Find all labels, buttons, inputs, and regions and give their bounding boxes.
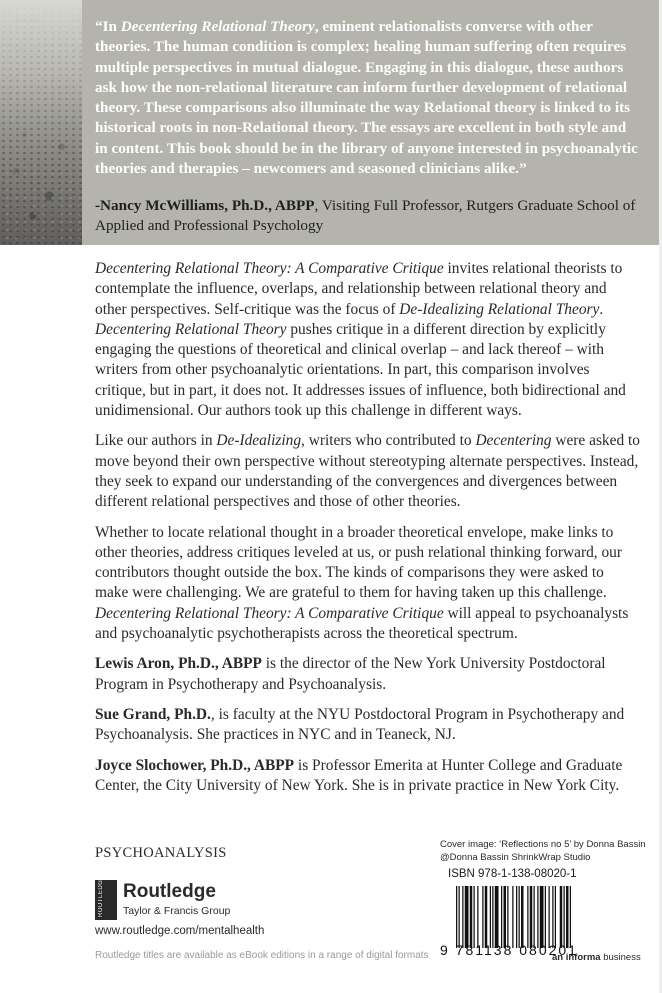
book-title-ref: Decentering bbox=[475, 432, 552, 450]
endorser-name: -Nancy McWilliams, Ph.D., ABPP bbox=[95, 197, 315, 214]
barcode-bar bbox=[516, 886, 517, 948]
endorser-affiliation: , Visiting Full Professor, Rutgers Graduate School of Applied and Professional Psychology bbox=[95, 197, 636, 235]
editor-name: Lewis Aron, Ph.D., ABPP bbox=[95, 655, 262, 673]
barcode-bar bbox=[459, 886, 460, 948]
barcode-digits: 9 781138 080201 bbox=[440, 942, 578, 958]
subject-category: PSYCHOANALYSIS bbox=[95, 845, 227, 861]
barcode-bar bbox=[519, 886, 520, 948]
barcode-bar bbox=[570, 886, 571, 948]
description-paragraph-2 bbox=[95, 431, 640, 512]
barcode-bar bbox=[545, 886, 546, 948]
description-text: invites relational theorists to contemplate the influence, overlaps, and relationship between relational theory and other perspectives. Self-critique was the focus of bbox=[95, 260, 623, 318]
routledge-mark-icon bbox=[95, 875, 117, 920]
barcode-bar bbox=[495, 886, 499, 948]
editor-bio bbox=[95, 654, 640, 695]
barcode-block bbox=[438, 866, 638, 966]
description-paragraph-1 bbox=[95, 259, 640, 421]
description-text: were asked to move beyond their own perspective without stereotyping alternate perspectives. Instead, they seek to expand our understanding of the convergences and divergences between different relational perspectives and those of other theories. bbox=[95, 432, 640, 511]
routledge-logo bbox=[95, 875, 255, 920]
barcode-bar bbox=[501, 886, 502, 948]
quote-rest: , eminent relationalists converse with other theories. The human condition is complex; healing human suffering often requires multiple perspectives in mutual dialogue. Engaging in this dialogue, these authors ask how the non-relational literature can inform further development of relational theory. These comparisons also illuminate the way Relational theory is linked to its historical roots in non-Relational theory. The essays are excellent in both style and in content. This book should be in the library of anyone interested in psychoanalytic theories and therapies – newcomers and seasoned clinicians alike.” bbox=[95, 18, 638, 178]
description-paragraph-3 bbox=[95, 523, 640, 645]
barcode-icon bbox=[456, 886, 624, 948]
barcode-bar bbox=[485, 886, 488, 948]
barcode-bar bbox=[465, 886, 469, 948]
barcode-bar bbox=[552, 886, 553, 948]
editor-bio bbox=[95, 705, 640, 746]
informa-rest: business bbox=[600, 952, 641, 963]
barcode-bar bbox=[534, 886, 535, 948]
barcode-bar bbox=[560, 886, 563, 948]
barcode-bar bbox=[555, 886, 556, 948]
book-title-ref: De-Idealizing Relational Theory bbox=[399, 300, 600, 318]
isbn-label: ISBN 978-1-138-08020-1 bbox=[448, 868, 577, 880]
informa-tagline bbox=[552, 952, 641, 963]
barcode-bar bbox=[566, 886, 569, 948]
book-title-ref: Decentering Relational Theory: A Comparative Critique bbox=[95, 260, 444, 277]
publisher-url[interactable]: www.routledge.com/mentalhealth bbox=[95, 925, 265, 937]
ebook-note: Routledge titles are available as eBook editions in a range of digital formats bbox=[95, 950, 429, 961]
barcode-bar bbox=[470, 886, 473, 948]
barcode-bar bbox=[474, 886, 475, 948]
editor-name: Joyce Slochower, Ph.D., ABPP bbox=[95, 756, 295, 774]
book-title-ref: Decentering Relational Theory bbox=[95, 320, 287, 338]
description-text: Like our authors in bbox=[95, 432, 217, 450]
stones-image bbox=[0, 0, 82, 245]
publisher-group: Taylor & Francis Group bbox=[123, 905, 231, 917]
editor-bio-text: is the director of the New York University Postdoctoral Program in Psychotherapy and Psychoanalysis. bbox=[95, 655, 606, 693]
description-text: pushes critique in a different direction by explicitly engaging the questions of theoretical and clinical overlap – and lack thereof – with writers from other psychoanalytic orientations. In part, this comparison involves critique, but in part, it does not. It addresses issues of influence, both bidirectional and unidimensional. Our authors took up this challenge in different ways. bbox=[95, 320, 626, 420]
barcode-bar bbox=[492, 886, 493, 948]
cover-credit-line: @Donna Bassin ShrinkWrap Studio bbox=[440, 852, 591, 863]
barcode-bar bbox=[521, 886, 524, 948]
mark-text: ROUTLEDGE bbox=[98, 875, 104, 917]
endorsement-attribution bbox=[95, 196, 640, 237]
editor-bio bbox=[95, 756, 640, 797]
description-text: . bbox=[599, 300, 604, 318]
quote-title: Decentering Relational Theory bbox=[120, 18, 315, 35]
barcode-bar bbox=[512, 886, 513, 948]
barcode-bar bbox=[530, 886, 533, 948]
description-text: will appeal to psychoanalysts and psychoanalytic psychotherapists across the theoretical spectrum. bbox=[95, 604, 629, 643]
barcode-bar bbox=[477, 886, 478, 948]
endorsement-quote bbox=[95, 17, 640, 179]
editor-bio-text: , is faculty at the NYU Postdoctoral Program in Psychotherapy and Psychoanalysis. She practices in NYC and in Teaneck, NJ. bbox=[95, 705, 625, 744]
cover-credit-line: Cover image: ‘Reflections no 5’ by Donna Bassin bbox=[440, 839, 646, 850]
publisher-name: Routledge bbox=[123, 881, 216, 902]
barcode-bar bbox=[537, 886, 538, 948]
barcode-bar bbox=[456, 886, 457, 948]
description-text: , writers who contributed to bbox=[301, 432, 476, 450]
editor-name: Sue Grand, Ph.D. bbox=[95, 705, 211, 723]
barcode-bar bbox=[540, 886, 544, 948]
barcode-bar bbox=[504, 886, 507, 948]
book-title-ref: De-Idealizing bbox=[216, 432, 302, 450]
endorsement-panel bbox=[0, 0, 662, 245]
quote-open: “In bbox=[95, 18, 121, 35]
informa-bold: an informa bbox=[552, 952, 601, 963]
book-title-ref: Decentering Relational Theory: A Comparative Critique bbox=[95, 604, 444, 622]
barcode-bar bbox=[462, 886, 463, 948]
editor-bio-text: is Professor Emerita at Hunter College and Graduate Center, the City University of New York. She is in private practice in New York City. bbox=[95, 756, 623, 794]
barcode-bar bbox=[507, 886, 508, 948]
barcode-bar bbox=[564, 886, 565, 948]
cover-credit bbox=[440, 838, 655, 864]
barcode-bar bbox=[549, 886, 550, 948]
description-text: Whether to locate relational thought in a broader theoretical envelope, make links to other theories, address critiques leveled at us, or push relational thinking forward, our contributors thought outside the box. The kinds of comparisons they were asked to make were challenging. We are grateful to them for having taken up this challenge. bbox=[95, 523, 622, 602]
barcode-bar bbox=[527, 886, 528, 948]
barcode-bar bbox=[482, 886, 483, 948]
book-description bbox=[95, 259, 640, 806]
barcode-bar bbox=[490, 886, 491, 948]
